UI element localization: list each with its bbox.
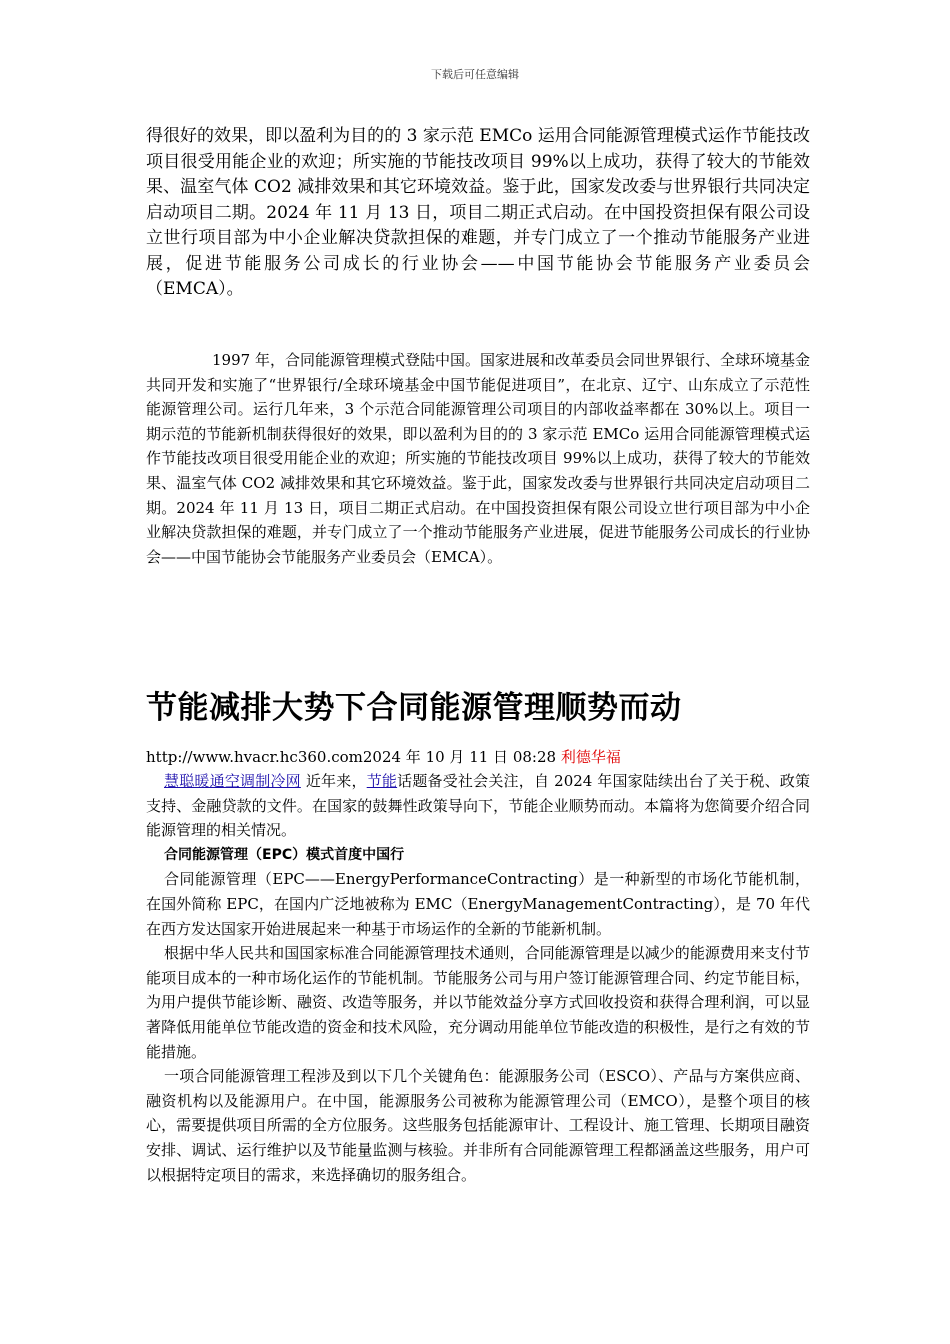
energy-saving-link[interactable]: 节能: [366, 772, 398, 790]
article-meta: [146, 745, 810, 769]
article-body: [146, 769, 810, 1187]
continued-paragraph: 得很好的效果，即以盈利为目的的 3 家示范 EMCo 运用合同能源管理模式运作节能技改项目很受用能企业的欢迎；所实施的节能技改项目 99%以上成功，获得了较大的节能效果、温室气体 CO2 减排效果和其它环境效益。鉴于此，国家发改委与世界银行共同决定启动项目二期。2024 年 11 月 13 日，项目二期正式启动。在中国投资担保有限公司设立世行项目部为中小企业解决贷款担保的难题，并专门成立了一个推动节能服务产业进展，促进节能服务公司成长的行业协会——中国节能协会节能服务产业委员会（EMCA）。: [146, 126, 810, 299]
site-link[interactable]: 慧聪暖通空调制冷网: [164, 772, 301, 790]
section-heading: 合同能源管理（EPC）模式首度中国行: [164, 846, 405, 863]
history-paragraph: 1997 年，合同能源管理模式登陆中国。国家进展和改革委员会同世界银行、全球环境基金共同开发和实施了“世界银行/全球环境基金中国节能促进项目”，在北京、辽宁、山东成立了示范性能源管理公司。运行几年来，3 个示范合同能源管理公司项目的内部收益率都在 30%以上。项目一期示范的节能新机制获得很好的效果，即以盈利为目的的 3 家示范 EMCo 运用合同能源管理模式运作节能技改项目很受用能企业的欢迎；所实施的节能技改项目 99%以上成功，获得了较大的节能效果、温室气体 CO2 减排效果和其它环境效益。鉴于此，国家发改委与世界银行共同决定启动项目二期。2024 年 11 月 13 日，项目二期正式启动。在中国投资担保有限公司设立世行项目部为中小企业解决贷款担保的难题，并专门成立了一个推动节能服务产业进展，促进节能服务公司成长的行业协会——中国节能协会节能服务产业委员会（EMCA）。: [146, 351, 810, 566]
intro-text-rest: 话题备受社会关注，自 2024 年国家陆续出台了关于税、政策支持、金融贷款的文件。在国家的鼓舞性政策导向下，节能企业顺势而动。本篇将为您简要介绍合同能源管理的相关情况。: [146, 772, 810, 840]
author-name: 利德华福: [560, 748, 621, 766]
intro-text: 近年来，: [300, 772, 367, 790]
page-header: 下载后可任意编辑: [431, 68, 519, 81]
source-date: http://www.hvacr.hc360.com2024 年 10 月 11 日 08:28: [146, 748, 561, 766]
standard-paragraph: 根据中华人民共和国国家标准合同能源管理技术通则，合同能源管理是以减少的能源费用来支付节能项目成本的一种市场化运作的节能机制。节能服务公司与用户签订能源管理合同、约定节能目标，为用户提供节能诊断、融资、改造等服务，并以节能效益分享方式回收投资和获得合理利润，可以显著降低用能单位节能改造的资金和技术风险，充分调动用能单位节能改造的积极性，是行之有效的节能措施。: [146, 944, 810, 1061]
intro-paragraph: [146, 769, 810, 843]
roles-paragraph: 一项合同能源管理工程涉及到以下几个关键角色：能源服务公司（ESCO）、产品与方案供应商、融资机构以及能源用户。在中国，能源服务公司被称为能源管理公司（EMCO），是整个项目的核心，需要提供项目所需的全方位服务。这些服务包括能源审计、工程设计、施工管理、长期项目融资安排、调试、运行维护以及节能量监测与核验。并非所有合同能源管理工程都涵盖这些服务，用户可以根据特定项目的需求，来选择确切的服务组合。: [146, 1067, 810, 1184]
article-title: 节能减排大势下合同能源管理顺势而动: [146, 690, 682, 726]
epc-paragraph: 合同能源管理（EPC——EnergyPerformanceContracting）是一种新型的市场化节能机制，在国外简称 EPC，在国内广泛地被称为 EMC（EnergyManagementContracting），是 70 年代在西方发达国家开始进展起来一种基于市场运作的全新的节能新机制。: [146, 870, 810, 938]
